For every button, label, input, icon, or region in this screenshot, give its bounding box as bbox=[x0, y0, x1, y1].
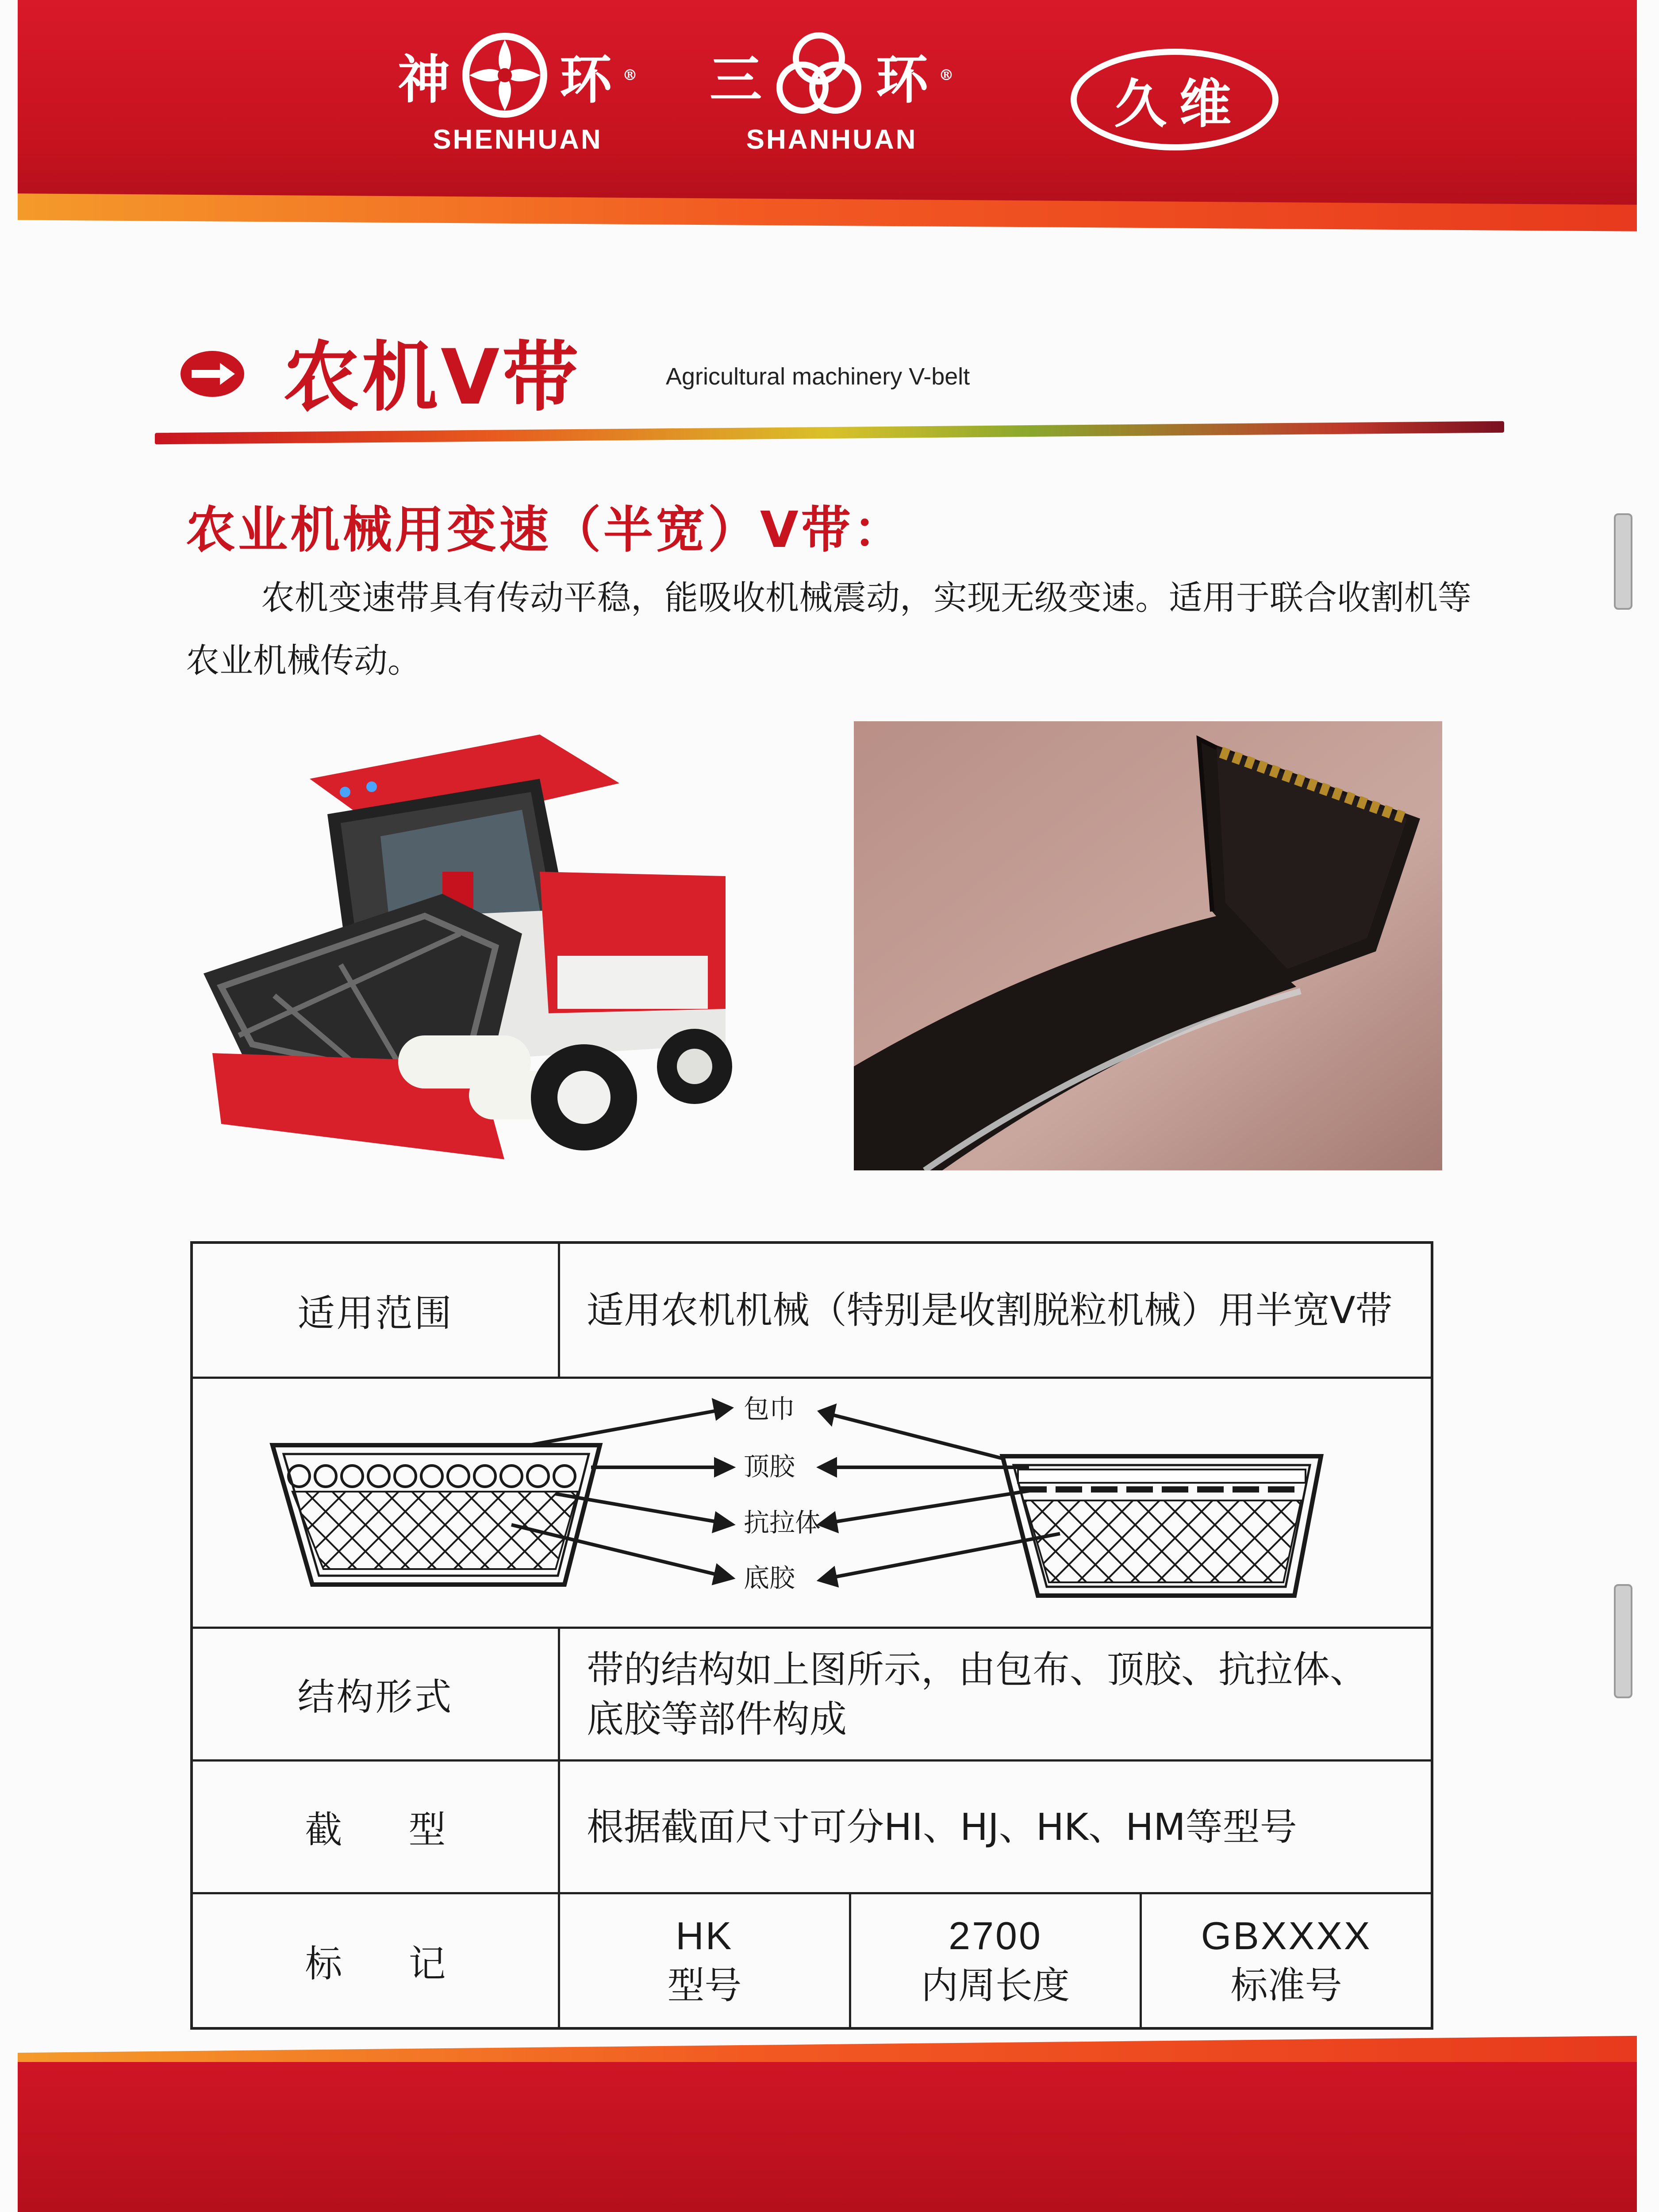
mark-cell-length bbox=[851, 1894, 1142, 2027]
brand-jiuwei: 久维 bbox=[1071, 49, 1279, 150]
binding-clip bbox=[1614, 513, 1632, 610]
diagram-label-top-rubber: 顶胶 bbox=[744, 1451, 795, 1481]
brand-shanhuan-char-right: 环 bbox=[876, 49, 929, 110]
diagram-label-bottom-rubber: 底胶 bbox=[744, 1563, 795, 1593]
mark-cell-standard bbox=[1142, 1894, 1431, 2027]
structure-value-line1: 带的结构如上图所示，由包布、顶胶、抗拉体、 bbox=[587, 1647, 1367, 1691]
brand-shanhuan-en: SHANHUAN bbox=[746, 124, 918, 155]
mark-length-code: 2700 bbox=[949, 1914, 1042, 1958]
scope-label: 适用范围 bbox=[193, 1244, 560, 1377]
brand-shanhuan bbox=[708, 31, 956, 155]
structure-label: 结构形式 bbox=[193, 1629, 560, 1759]
mark-model-desc: 型号 bbox=[667, 1964, 742, 2007]
intro-heading: 农业机械用变速（半宽）V带： bbox=[186, 501, 906, 559]
section-subtitle: Agricultural machinery V-belt bbox=[666, 363, 970, 390]
structure-value-line2: 底胶等部件构成 bbox=[587, 1697, 847, 1741]
table-row-section-type bbox=[193, 1762, 1431, 1894]
mark-length-desc: 内周长度 bbox=[921, 1964, 1070, 2007]
shenhuan-logo-icon bbox=[461, 31, 549, 119]
diagram-label-tensile-layer: 抗拉体 bbox=[744, 1508, 821, 1538]
table-row-structure bbox=[193, 1629, 1431, 1762]
intro-body: 农机变速带具有传动平稳，能吸收机械震动，实现无级变速。适用于联合收割机等农业机械传动。 bbox=[186, 578, 1471, 680]
binding-clip bbox=[1614, 1584, 1632, 1698]
brand-shenhuan-char-left: 神 bbox=[397, 49, 450, 110]
table-row-scope bbox=[193, 1244, 1431, 1379]
table-row-marking bbox=[193, 1894, 1431, 2027]
mark-model-code: HK bbox=[676, 1914, 733, 1958]
diagram-label-cover: 包巾 bbox=[744, 1394, 795, 1424]
marking-values bbox=[560, 1894, 1431, 2027]
section-type-label: 截型 bbox=[193, 1762, 560, 1892]
section-title: 农机V带 bbox=[283, 333, 581, 422]
brand-shenhuan-char-right: 环 bbox=[560, 49, 612, 110]
belt-cross-section-diagram bbox=[193, 1379, 1431, 1627]
scope-value: 适用农机机械（特别是收割脱粒机械）用半宽V带 bbox=[587, 1289, 1393, 1332]
registered-mark: ® bbox=[622, 66, 638, 84]
registered-mark: ® bbox=[939, 66, 954, 84]
mark-standard-desc: 标准号 bbox=[1230, 1964, 1342, 2007]
brand-shenhuan-en: SHENHUAN bbox=[433, 124, 603, 155]
structure-value bbox=[560, 1629, 1431, 1759]
left-belt-section bbox=[273, 1445, 600, 1585]
three-rings-logo-icon bbox=[772, 31, 865, 119]
brand-shanhuan-char-left: 三 bbox=[709, 49, 762, 110]
section-type-value: 根据截面尺寸可分HI、HJ、HK、HM等型号 bbox=[587, 1805, 1297, 1849]
belt-structure-diagram bbox=[193, 1379, 1431, 1629]
spec-table bbox=[190, 1241, 1433, 2030]
mark-standard-code: GBXXXX bbox=[1201, 1914, 1372, 1958]
v-belt-image bbox=[854, 721, 1442, 1170]
arrow-right-icon bbox=[179, 350, 246, 398]
brand-shenhuan bbox=[336, 31, 699, 155]
marking-label: 标记 bbox=[193, 1894, 560, 2027]
combine-harvester-image bbox=[195, 726, 783, 1168]
mark-cell-model bbox=[560, 1894, 851, 2027]
footer-band bbox=[18, 2062, 1637, 2212]
right-belt-section bbox=[1002, 1456, 1321, 1596]
